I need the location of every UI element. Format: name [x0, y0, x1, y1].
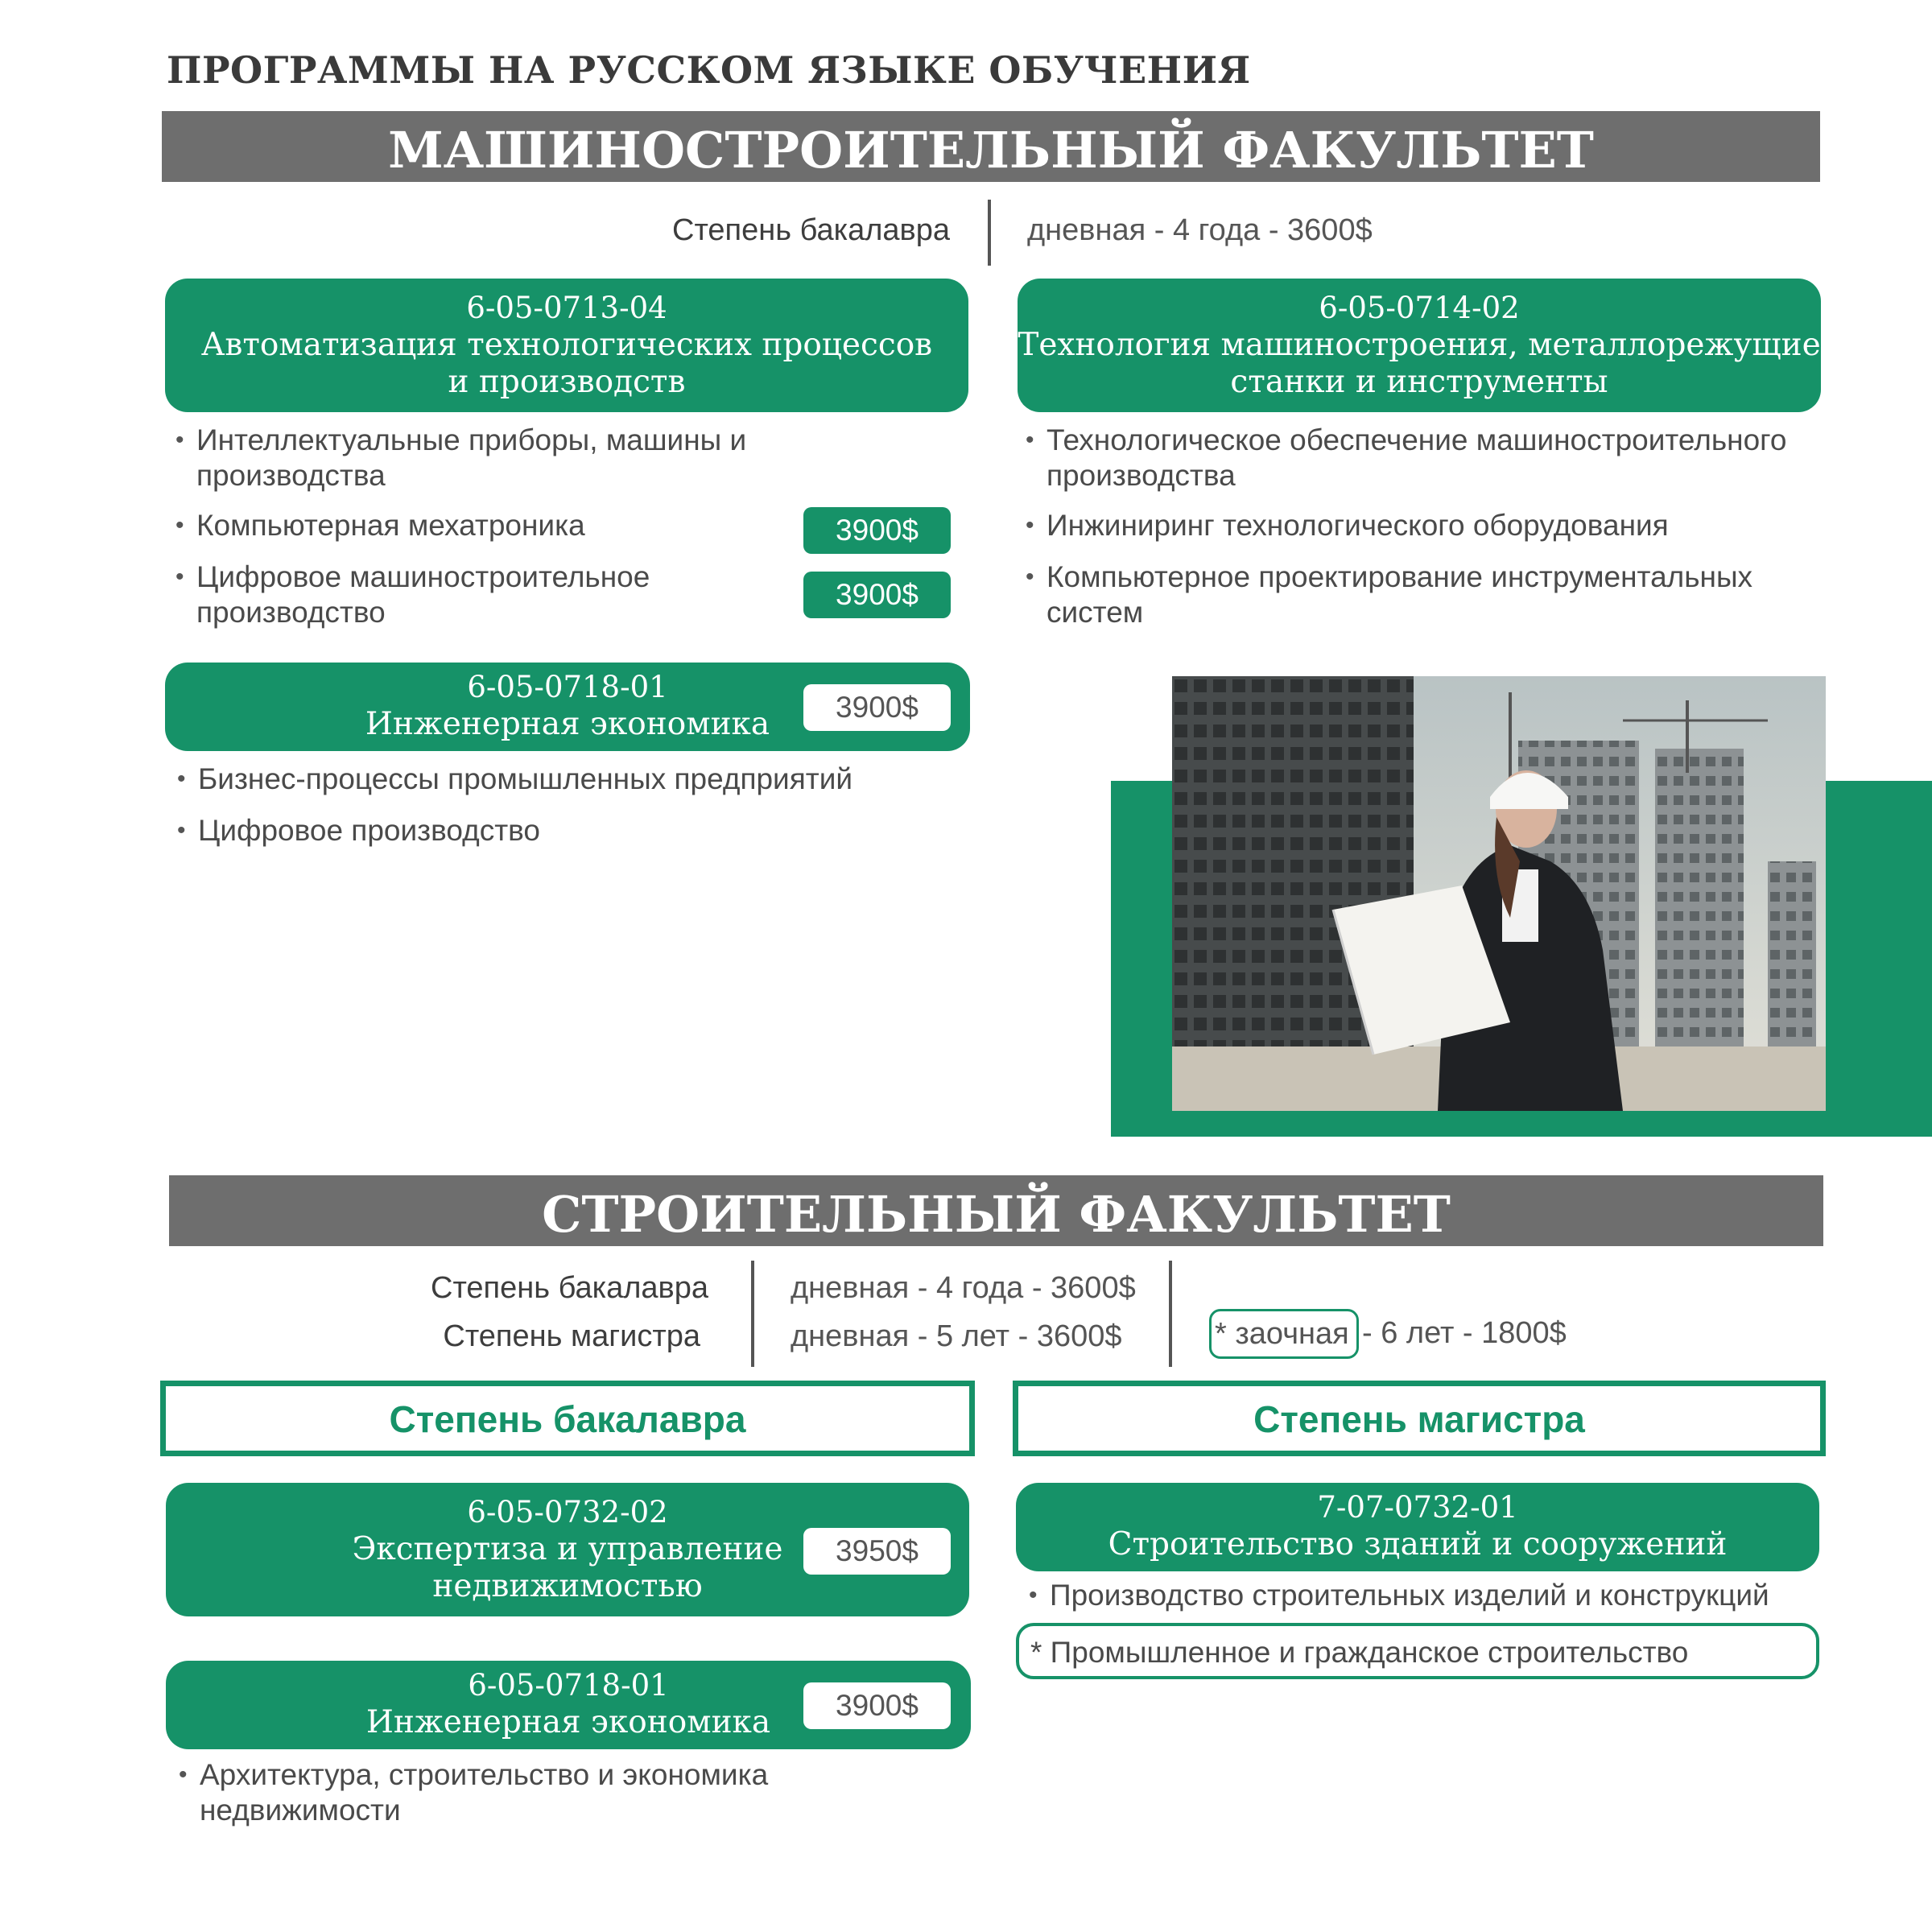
- part-time-tag: [1209, 1309, 1359, 1359]
- program-name: Технология машиностроения, металлорежущие: [1018, 327, 1821, 363]
- divider: [1169, 1261, 1172, 1367]
- program-code: 6-05-0713-04: [466, 291, 667, 325]
- list-item: • Цифровое машиностроительное производство: [169, 559, 781, 630]
- bachelor-header-label: Степень бакалавра: [389, 1398, 746, 1440]
- part-time-info: - 6 лет - 1800$: [1362, 1316, 1567, 1350]
- divider: [751, 1261, 754, 1367]
- program-name: Строительство зданий и сооружений: [1108, 1526, 1728, 1563]
- list-item: • Компьютерная мехатроника: [169, 508, 781, 543]
- program-name: Автоматизация технологических процессов: [200, 327, 933, 363]
- part-time-label: * заочная: [1215, 1317, 1349, 1351]
- list-item: • Интеллектуальные приборы, машины и производства: [169, 423, 781, 493]
- price-badge: 3900$: [803, 572, 951, 618]
- list-item: • Производство строительных изделий и конструкций: [1022, 1578, 1827, 1613]
- specialization-list: [1022, 1578, 1827, 1613]
- program-name: недвижимостью: [432, 1568, 703, 1604]
- program-card[interactable]: [1016, 1483, 1819, 1571]
- program-code: 7-07-0732-01: [1317, 1490, 1518, 1525]
- divider: [988, 200, 991, 266]
- program-name: Инженерная экономика: [365, 706, 770, 742]
- program-name: Экспертиза и управление: [352, 1531, 783, 1567]
- price-badge: 3900$: [803, 684, 951, 731]
- degree-label: Степень бакалавра: [672, 213, 950, 247]
- specialization-list: [1019, 423, 1824, 630]
- engineer-photo: [1172, 676, 1826, 1111]
- program-code: 6-05-0732-02: [467, 1495, 668, 1530]
- price-badge: 3900$: [803, 1682, 951, 1729]
- specialization-list: [172, 1757, 848, 1828]
- price-badge: 3900$: [803, 507, 951, 554]
- price-badge: 3950$: [803, 1528, 951, 1575]
- program-code: 6-05-0718-01: [467, 670, 668, 704]
- bachelor-header: [160, 1381, 975, 1456]
- program-code: 6-05-0718-01: [468, 1668, 669, 1703]
- list-item: • Цифровое производство: [171, 813, 976, 848]
- faculty-bar-mech: [162, 111, 1820, 182]
- faculty-title: СТРОИТЕЛЬНЫЙ ФАКУЛЬТЕТ: [542, 1185, 1451, 1244]
- program-name: Инженерная экономика: [365, 1704, 771, 1740]
- master-header: [1013, 1381, 1826, 1456]
- master-header-label: Степень магистра: [1253, 1398, 1585, 1440]
- list-item: • Компьютерное проектирование инструментальных систем: [1019, 559, 1824, 630]
- degree-info: дневная - 4 года - 3600$: [791, 1271, 1136, 1305]
- specialization-list: [171, 762, 976, 848]
- list-item: • Технологическое обеспечение машиностроительного производства: [1019, 423, 1824, 493]
- list-item: • Бизнес-процессы промышленных предприятий: [171, 762, 976, 797]
- program-name: и производств: [448, 364, 686, 400]
- program-name: станки и инструменты: [1230, 364, 1608, 400]
- degree-label: Степень магистра: [443, 1319, 700, 1353]
- faculty-title: МАШИНОСТРОИТЕЛЬНЫЙ ФАКУЛЬТЕТ: [388, 121, 1594, 180]
- page-title: ПРОГРАММЫ НА РУССКОМ ЯЗЫКЕ ОБУЧЕНИЯ: [167, 48, 1251, 92]
- program-code: 6-05-0714-02: [1319, 291, 1520, 325]
- program-card[interactable]: [1018, 279, 1821, 412]
- degree-info: дневная - 5 лет - 3600$: [791, 1319, 1122, 1353]
- list-item: * Промышленное и гражданское строительство: [1030, 1636, 1689, 1669]
- degree-label: Степень бакалавра: [431, 1271, 708, 1305]
- part-time-program: [1016, 1623, 1819, 1679]
- list-item: • Инжиниринг технологического оборудования: [1019, 508, 1824, 543]
- degree-info: дневная - 4 года - 3600$: [1027, 213, 1373, 247]
- list-item: • Архитектура, строительство и экономика недвижимости: [172, 1757, 848, 1828]
- specialization-list: [169, 423, 781, 630]
- program-card[interactable]: [165, 279, 968, 412]
- faculty-bar-constr: [169, 1175, 1823, 1246]
